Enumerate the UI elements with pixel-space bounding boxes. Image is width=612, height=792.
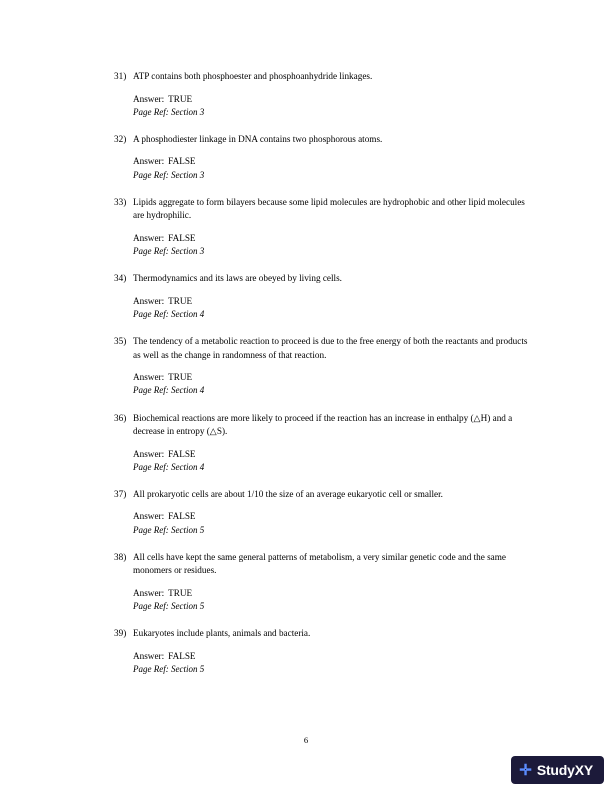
page-ref: Page Ref: Section 4 (133, 308, 205, 319)
question-block (114, 412, 534, 474)
answer-block (133, 155, 534, 181)
question-line (114, 196, 534, 223)
answer-line (133, 650, 534, 663)
question-block (114, 335, 534, 397)
question-number: 31) (114, 71, 127, 81)
answer-value: FALSE (168, 232, 196, 243)
page-ref: Page Ref: Section 4 (133, 385, 205, 396)
question-number: 39) (114, 628, 127, 639)
question-text: ATP contains both phosphoester and phosphoanhydride linkages. (133, 71, 373, 81)
page-ref: Page Ref: Section 4 (133, 461, 205, 472)
studyxy-watermark[interactable] (511, 756, 604, 784)
answer-line (133, 232, 534, 245)
answer-block (133, 232, 534, 258)
question-number: 33) (114, 196, 127, 207)
question-text: Eukaryotes include plants, animals and bacteria. (133, 628, 311, 639)
question-text: Thermodynamics and its laws are obeyed by living cells. (133, 273, 342, 284)
answer-block (133, 93, 534, 119)
answer-block (133, 295, 534, 321)
answer-label: Answer: (133, 650, 165, 661)
question-block (114, 70, 534, 119)
question-block (114, 627, 534, 676)
answer-value: TRUE (168, 93, 193, 104)
page-ref: Page Ref: Section 5 (133, 524, 205, 535)
question-line (114, 133, 534, 147)
answer-label: Answer: (133, 232, 165, 243)
question-number: 32) (114, 133, 127, 144)
question-line (114, 412, 534, 439)
answer-label: Answer: (133, 448, 165, 459)
question-text: All prokaryotic cells are about 1/10 the size of an average eukaryotic cell or smaller. (133, 488, 443, 499)
answer-line (133, 448, 534, 461)
question-line (114, 551, 534, 578)
question-line (114, 627, 534, 641)
question-number: 35) (114, 336, 127, 347)
question-line (114, 488, 534, 502)
answer-label: Answer: (133, 295, 165, 306)
question-block (114, 488, 534, 537)
answer-line (133, 155, 534, 168)
question-block (114, 551, 534, 613)
answer-block (133, 650, 534, 676)
question-text: All cells have kept the same general patterns of metabolism, a very similar genetic code and the same monomers or residues. (133, 551, 506, 576)
answer-block (133, 587, 534, 613)
answer-line (133, 371, 534, 384)
answer-label: Answer: (133, 587, 165, 598)
question-line (114, 335, 534, 362)
question-text: Lipids aggregate to form bilayers because some lipid molecules are hydrophobic and other lipid molecules are hydrophilic. (133, 196, 525, 221)
answer-line (133, 295, 534, 308)
answer-label: Answer: (133, 93, 165, 104)
question-line (114, 70, 534, 84)
plus-icon: ✛ (519, 761, 532, 779)
answer-label: Answer: (133, 156, 165, 167)
question-text: Biochemical reactions are more likely to proceed if the reaction has an increase in enthalpy (△H) and a decrease in entropy (△S). (133, 412, 513, 437)
answer-value: FALSE (168, 156, 196, 167)
page-ref: Page Ref: Section 5 (133, 663, 205, 674)
question-block (114, 196, 534, 258)
question-number: 36) (114, 412, 127, 423)
question-block (114, 272, 534, 321)
question-list (114, 70, 534, 690)
answer-value: TRUE (168, 372, 193, 383)
answer-value: TRUE (168, 295, 193, 306)
page-ref: Page Ref: Section 3 (133, 106, 205, 117)
answer-label: Answer: (133, 372, 165, 383)
answer-block (133, 448, 534, 474)
brand-name: StudyXY (536, 762, 593, 778)
answer-value: FALSE (168, 448, 196, 459)
answer-value: FALSE (168, 650, 196, 661)
question-block (114, 133, 534, 182)
page-ref: Page Ref: Section 5 (133, 601, 205, 612)
answer-block (133, 371, 534, 397)
question-line (114, 272, 534, 286)
question-number: 34) (114, 273, 127, 284)
page-ref: Page Ref: Section 3 (133, 246, 205, 257)
question-number: 38) (114, 551, 127, 562)
answer-value: TRUE (168, 587, 193, 598)
page-ref: Page Ref: Section 3 (133, 169, 205, 180)
question-text: The tendency of a metabolic reaction to proceed is due to the free energy of both the reactants and products as well as the change in randomness of that reaction. (133, 336, 528, 360)
answer-line (133, 587, 534, 600)
page-number: 6 (303, 735, 309, 745)
answer-label: Answer: (133, 511, 165, 522)
answer-line (133, 93, 534, 106)
question-text: A phosphodiester linkage in DNA contains two phosphorous atoms. (133, 133, 383, 144)
answer-line (133, 510, 534, 523)
question-number: 37) (114, 488, 127, 499)
answer-value: FALSE (168, 511, 196, 522)
answer-block (133, 510, 534, 536)
